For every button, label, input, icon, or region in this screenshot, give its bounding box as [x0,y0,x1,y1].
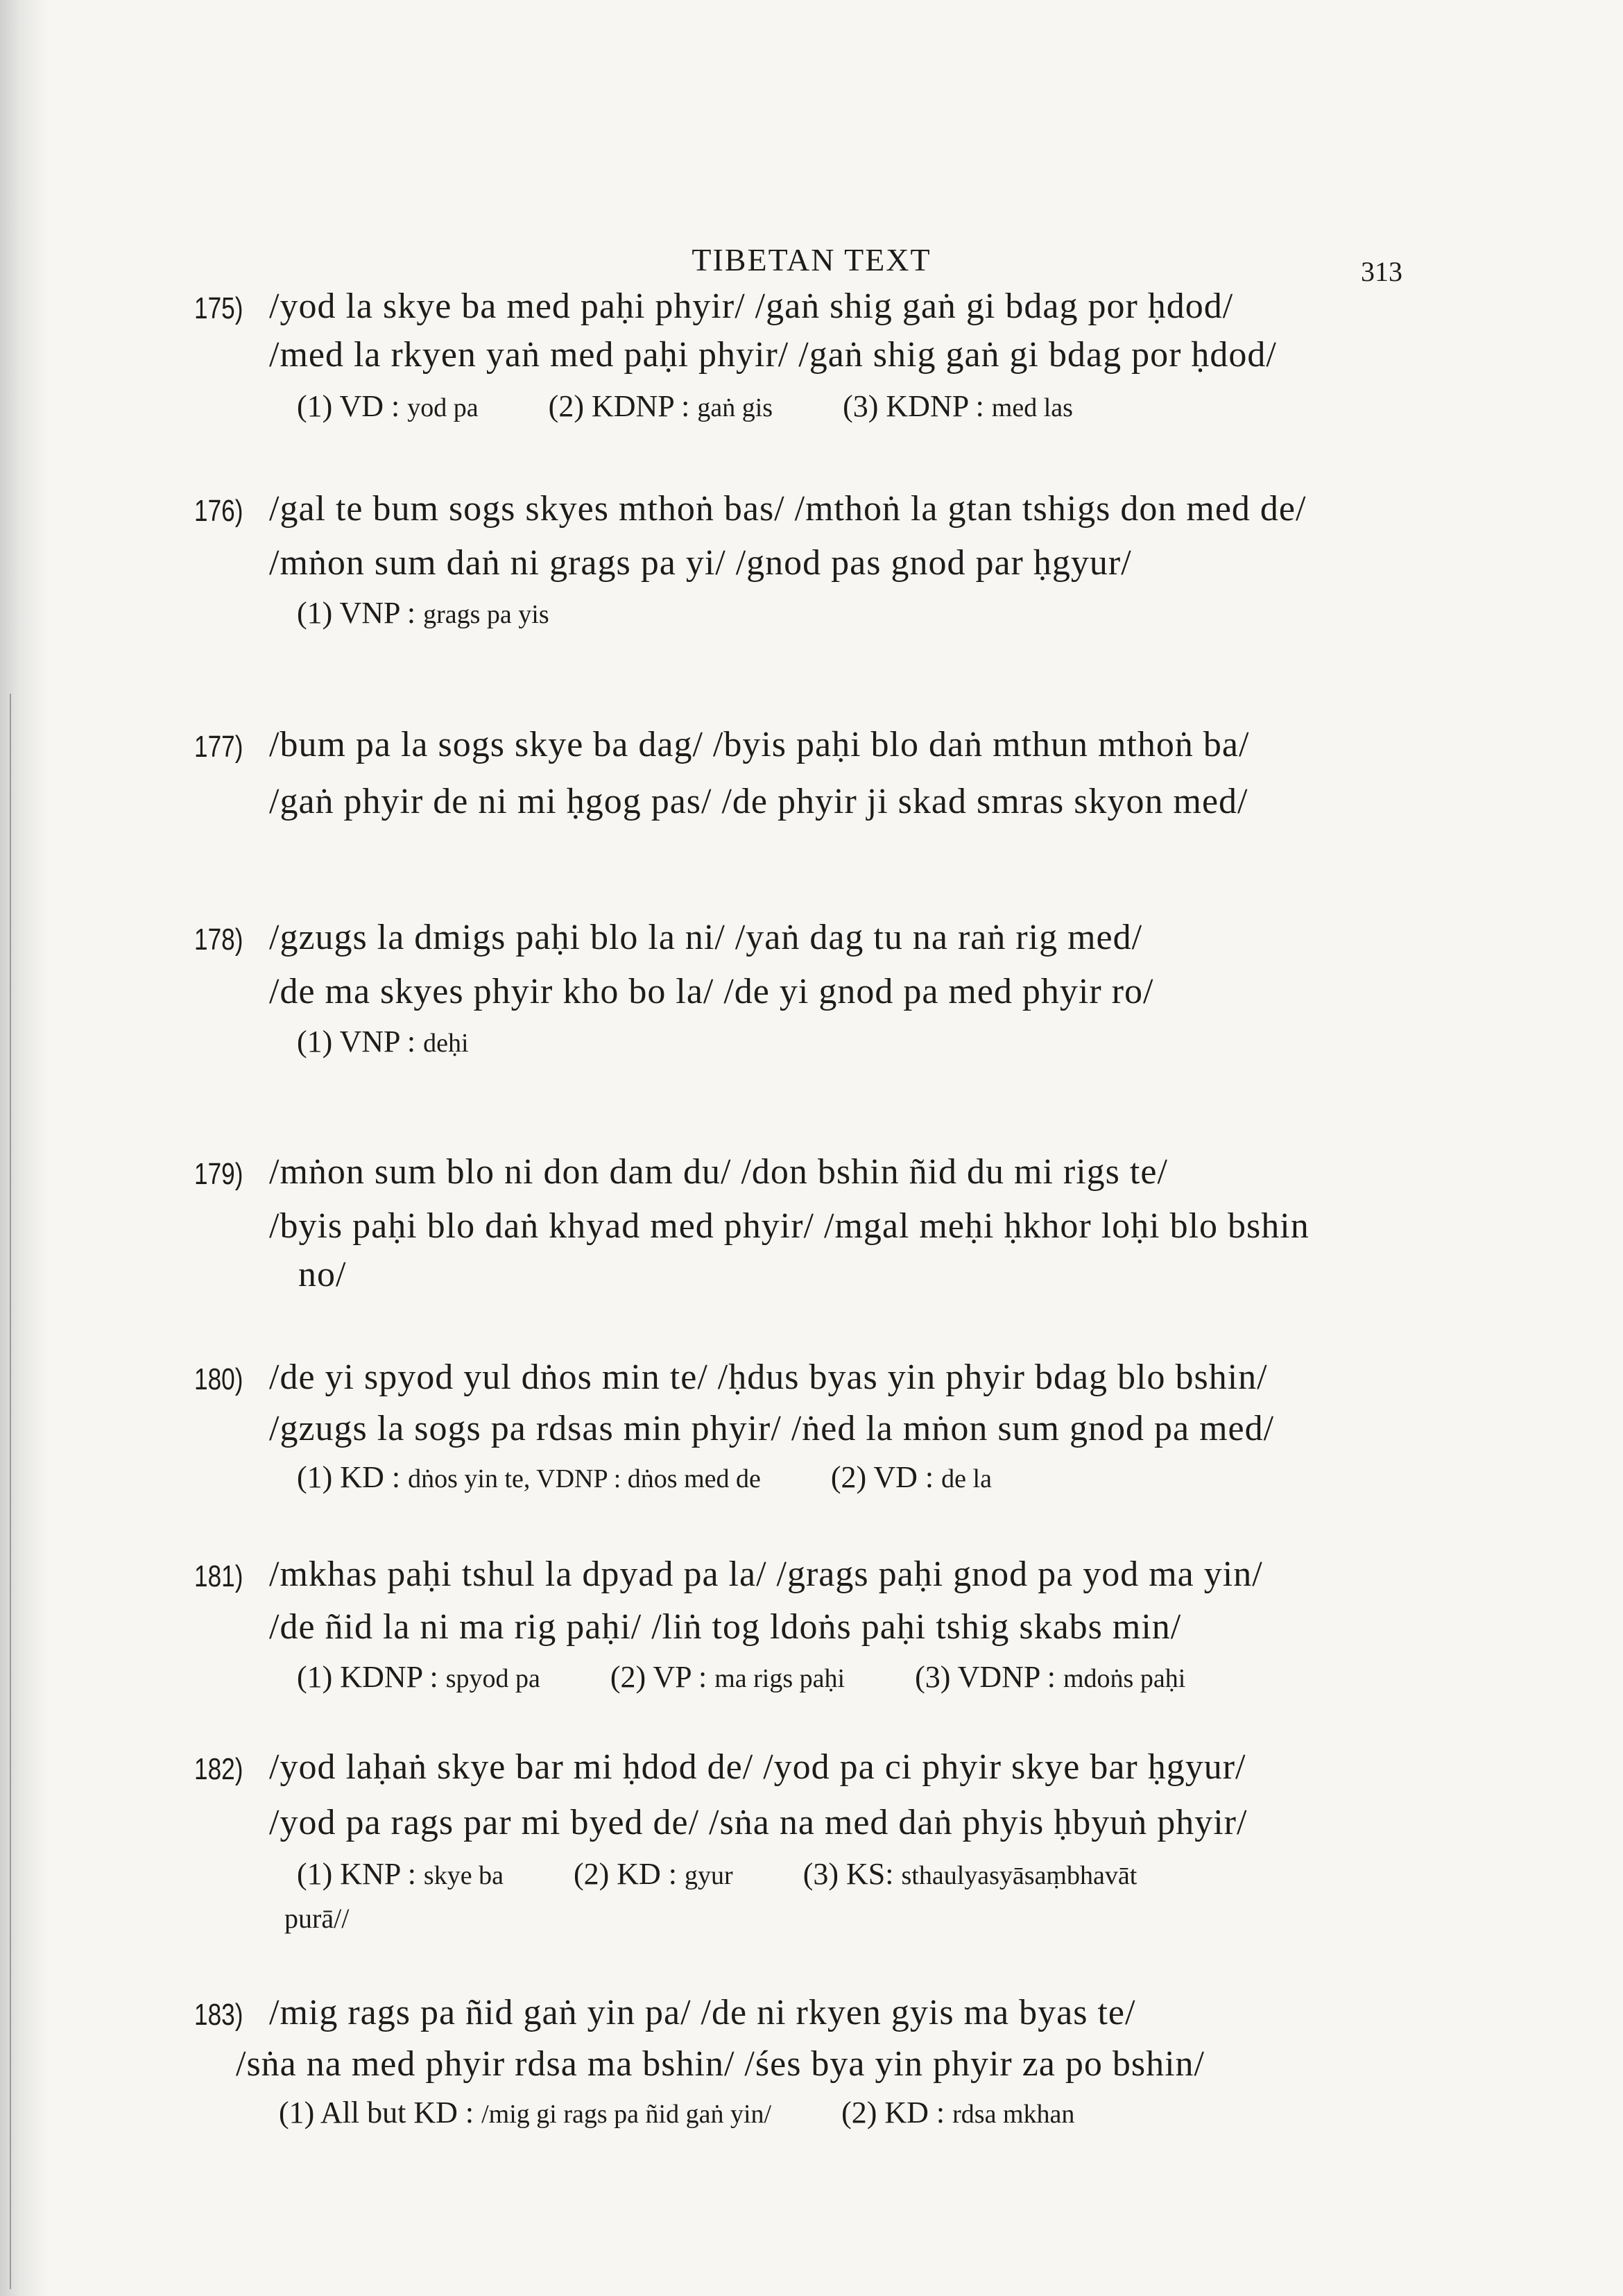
entry-number: 178) [194,923,243,957]
entry-number: 177) [194,730,243,764]
footnote: (1) VD : yod pa [297,389,479,423]
entry-number: 179) [194,1157,243,1191]
verse-line: /med la rkyen yaṅ med paḥi phyir/ /gaṅ shig gaṅ gi bdag por ḥdod/ [269,335,1277,375]
footnote: (1) VNP : deḥi [297,1025,469,1059]
footnote: (1) KD : dṅos yin te, VDNP : dṅos med de [297,1460,761,1494]
verse-line: /mig rags pa ñid gaṅ yin pa/ /de ni rkyen gyis ma byas te/ [269,1993,1136,2032]
verse-line: /sṅa na med phyir rdsa ma bshin/ /śes bya yin phyir za po bshin/ [236,2044,1205,2084]
footnote: (3) VDNP : mdoṅs paḥi [915,1660,1186,1694]
entry-number: 183) [194,1998,243,2032]
entry-number: 180) [194,1362,243,1396]
footnote: (2) KD : rdsa mkhan [841,2096,1075,2130]
verse-line: /de ñid la ni ma rig paḥi/ /liṅ tog ldoṅs paḥi tshig skabs min/ [269,1607,1182,1647]
verse-line: /gal te bum sogs skyes mthoṅ bas/ /mthoṅ la gtan tshigs don med de/ [269,489,1307,529]
verse-line: no/ [298,1255,347,1294]
footnote-line [297,1024,531,1059]
scan-edge-shadow [0,0,49,2296]
verse-line: /bum pa la sogs skye ba dag/ /byis paḥi blo daṅ mthun mthoṅ ba/ [269,725,1250,764]
entry-number: 176) [194,494,243,528]
footnote: (2) VP : ma rigs paḥi [610,1660,845,1694]
entry-number: 175) [194,291,243,325]
footnote: (1) KNP : skye ba [297,1857,504,1891]
footnote-line [297,1856,1199,1892]
verse-line: /mṅon sum daṅ ni grags pa yi/ /gnod pas gnod par ḥgyur/ [269,543,1132,583]
footnote: (2) KDNP : gaṅ gis [548,389,773,423]
verse-line: /yod laḥaṅ skye bar mi ḥdod de/ /yod pa ci phyir skye bar ḥgyur/ [269,1747,1246,1787]
verse-line: /mkhas paḥi tshul la dpyad pa la/ /grags paḥi gnod pa yod ma yin/ [269,1554,1263,1594]
footnote-line [297,595,612,631]
footnote: (2) KD : gyur [573,1857,733,1891]
entry-number: 182) [194,1752,243,1786]
footnote-line [297,1459,1054,1495]
verse-line: /gzugs la sogs pa rdsas min phyir/ /ṅed la mṅon sum gnod pa med/ [269,1409,1275,1448]
footnote: (1) VNP : grags pa yis [297,596,549,630]
running-header: TIBETAN TEXT [692,242,931,277]
page-number: 313 [1361,256,1402,287]
footnote-line [279,2095,1137,2130]
footnote: (1) KDNP : spyod pa [297,1660,540,1694]
verse-line: /gaṅ phyir de ni mi ḥgog pas/ /de phyir ji skad smras skyon med/ [269,782,1248,821]
footnote-line [297,1659,1248,1695]
footnote: (1) All but KD : /mig gi rags pa ñid gaṅ yin/ [279,2096,772,2130]
verse-line: /yod pa rags par mi byed de/ /sṅa na med daṅ phyis ḥbyuṅ phyir/ [269,1803,1248,1842]
footnote: (3) KDNP : med las [843,389,1073,423]
verse-line: /de yi spyod yul dṅos min te/ /ḥdus byas yin phyir bdag blo bshin/ [269,1357,1268,1397]
verse-line: /gzugs la dmigs paḥi blo la ni/ /yaṅ dag tu na raṅ rig med/ [269,918,1143,957]
verse-line: /mṅon sum blo ni don dam du/ /don bshin ñid du mi rigs te/ [269,1152,1168,1192]
footnote-line [297,388,1135,424]
verse-line: /de ma skyes phyir kho bo la/ /de yi gnod pa med phyir ro/ [269,972,1154,1011]
verse-line: /byis paḥi blo daṅ khyad med phyir/ /mgal meḥi ḥkhor loḥi blo bshin [269,1206,1309,1246]
footnote: (3) KS: sthaulyasyāsaṃbhavāt [802,1857,1137,1891]
footnote: (2) VD : de la [830,1460,992,1494]
footnote-continuation: purā// [284,1903,350,1934]
scan-binding-line [10,694,11,2289]
entry-number: 181) [194,1559,243,1593]
verse-line: /yod la skye ba med paḥi phyir/ /gaṅ shig gaṅ gi bdag por ḥdod/ [269,286,1234,326]
